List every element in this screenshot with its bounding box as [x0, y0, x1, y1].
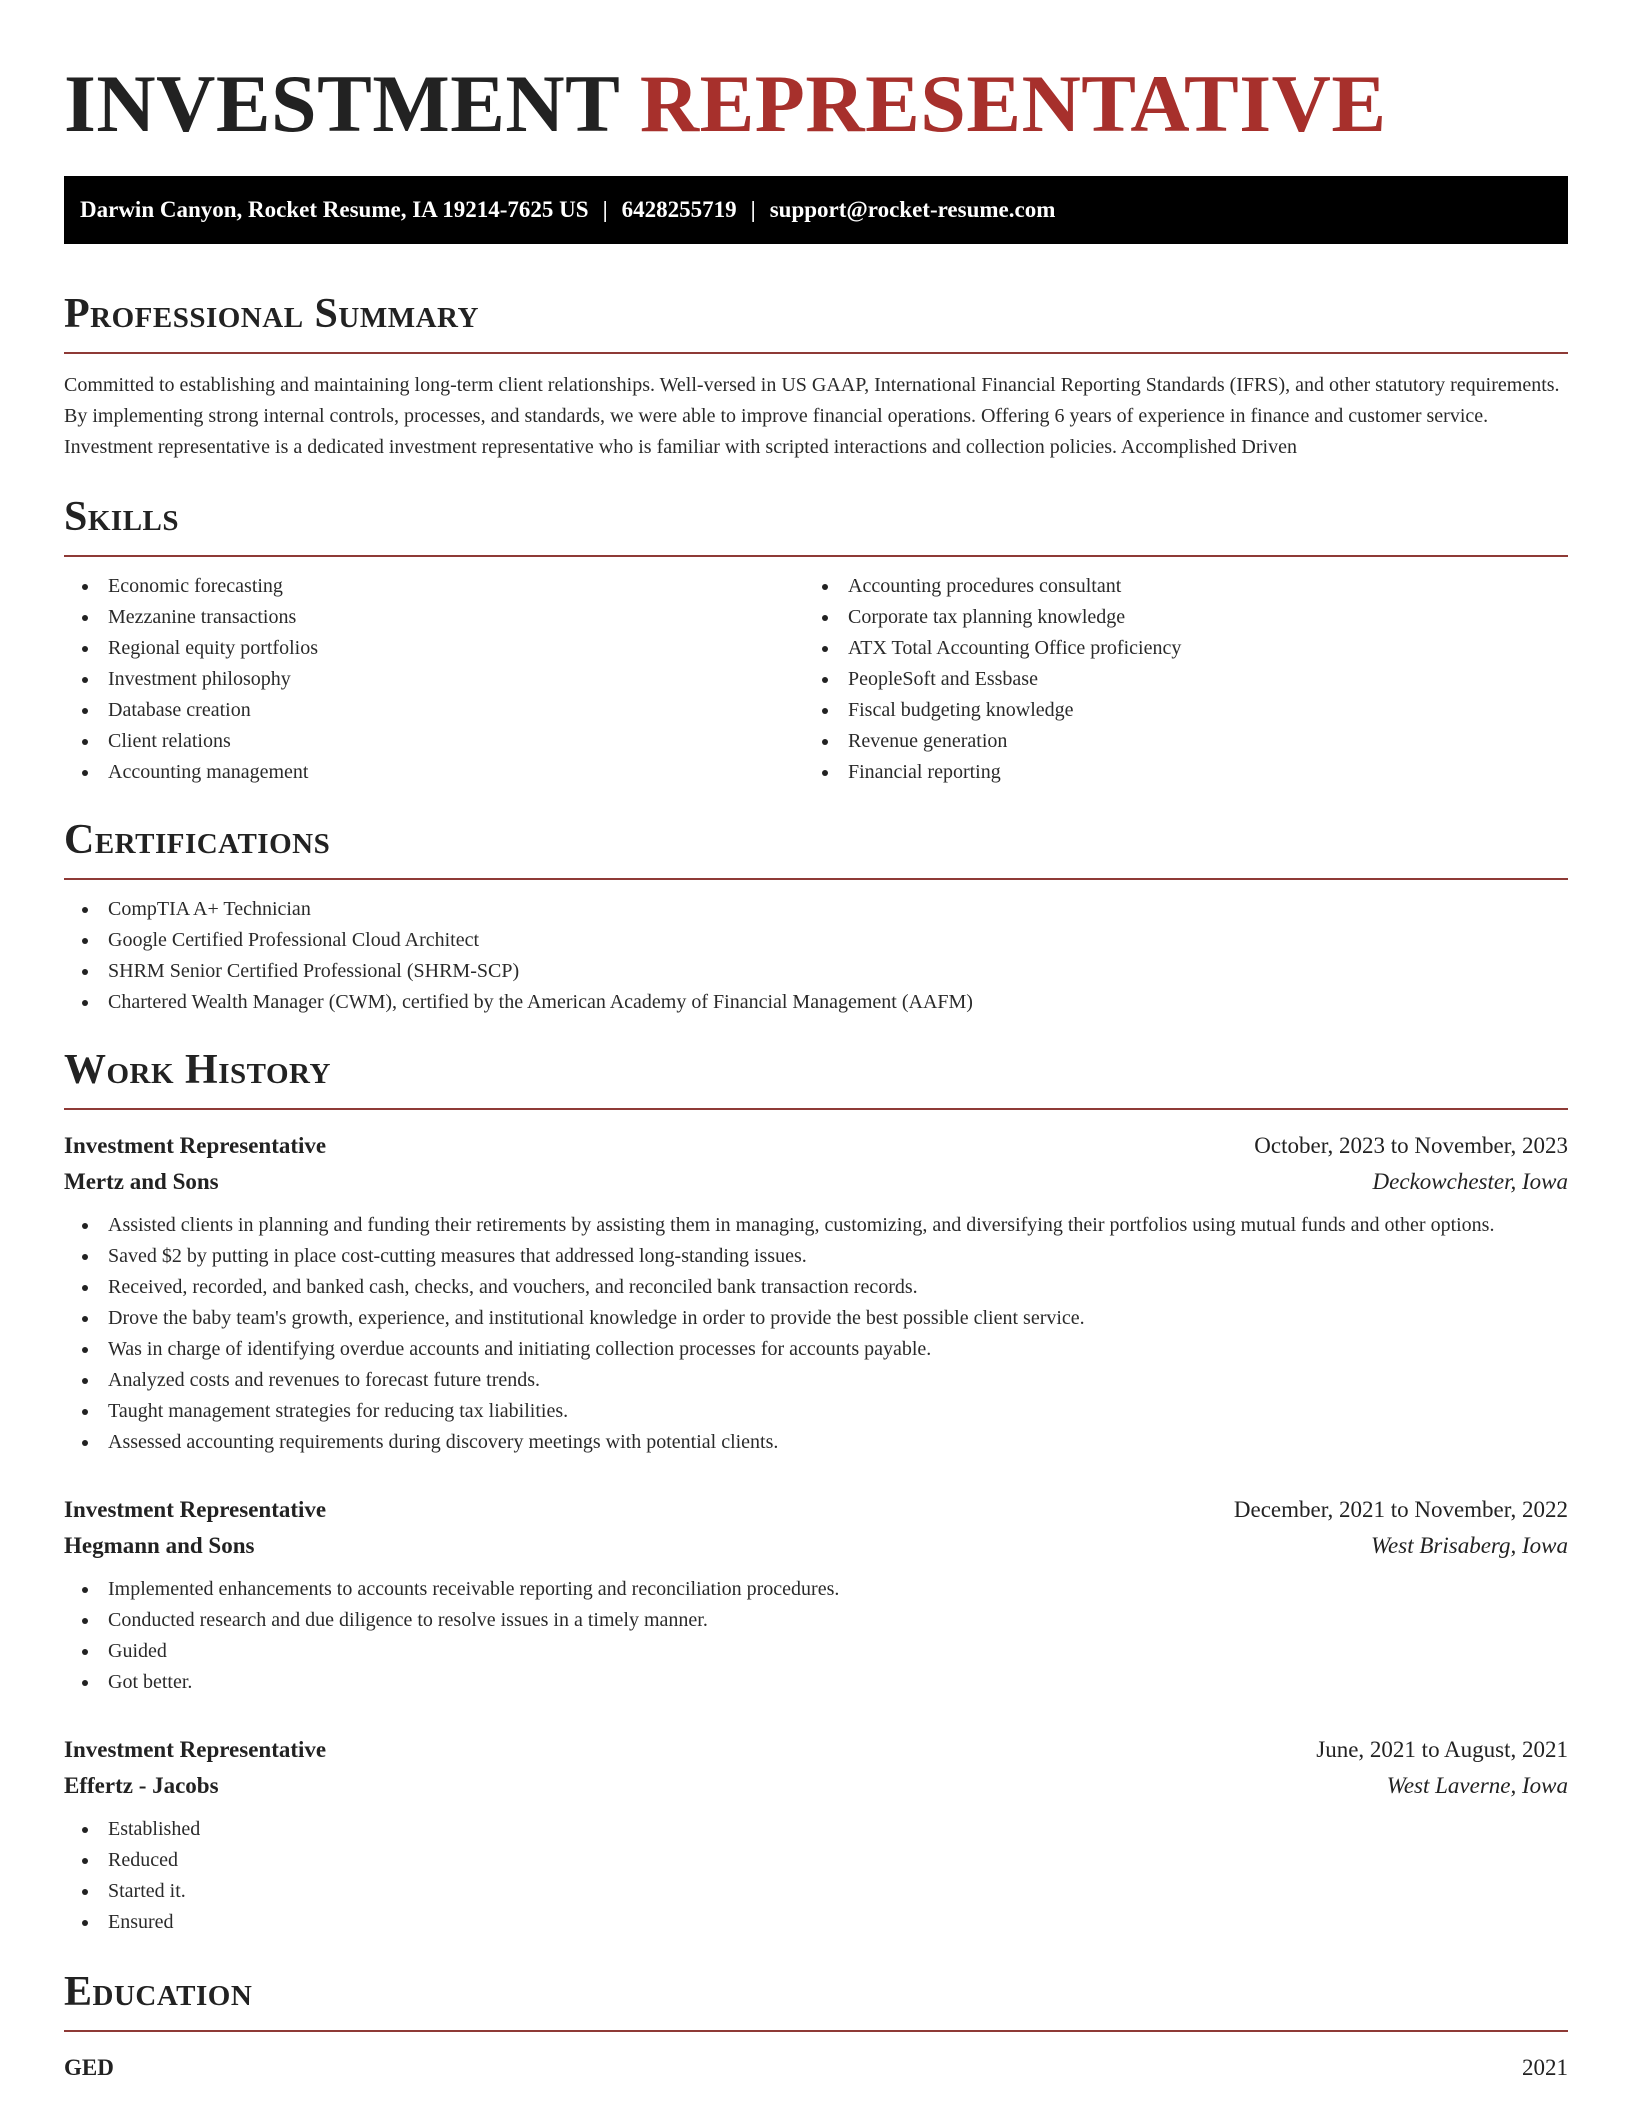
education-year: 2021 — [1522, 2055, 1568, 2080]
certification-item: Chartered Wealth Manager (CWM), certified by the American Academy of Financial Management (AAFM) — [64, 987, 1568, 1018]
summary-section — [64, 288, 1568, 463]
skill-item: Investment philosophy — [64, 664, 804, 695]
skill-item: Database creation — [64, 695, 804, 726]
job-duty: Started it. — [64, 1876, 1568, 1907]
job-duties-list — [64, 1210, 1568, 1458]
job-location: West Laverne, Iowa — [1386, 1773, 1568, 1798]
work-history-section — [64, 1044, 1568, 1938]
job-duty: Was in charge of identifying overdue accounts and initiating collection processes for accounts payable. — [64, 1334, 1568, 1365]
certification-item: Google Certified Professional Cloud Architect — [64, 925, 1568, 956]
certification-item: SHRM Senior Certified Professional (SHRM-SCP) — [64, 956, 1568, 987]
job-dates: June, 2021 to August, 2021 — [1316, 1737, 1568, 1762]
job-entry — [64, 1732, 1568, 1938]
title-job-part: INVESTMENT — [64, 58, 619, 149]
job-duties-list — [64, 1574, 1568, 1698]
job-entry — [64, 1492, 1568, 1698]
job-header-row — [64, 1732, 1568, 1768]
job-dates: October, 2023 to November, 2023 — [1254, 1133, 1568, 1158]
job-header-row — [64, 1128, 1568, 1164]
skill-item: Regional equity portfolios — [64, 633, 804, 664]
job-duty: Drove the baby team's growth, experience, and institutional knowledge in order to provide the best possible client service. — [64, 1303, 1568, 1334]
job-duties-list — [64, 1814, 1568, 1938]
job-duty: Analyzed costs and revenues to forecast future trends. — [64, 1365, 1568, 1396]
job-location: West Brisaberg, Iowa — [1371, 1533, 1568, 1558]
work-history-heading: Work History — [64, 1044, 1568, 1110]
job-dates: December, 2021 to November, 2022 — [1233, 1497, 1568, 1522]
skill-item: Fiscal budgeting knowledge — [804, 695, 1544, 726]
skill-item: Corporate tax planning knowledge — [804, 602, 1544, 633]
job-title: Investment Representative — [64, 1133, 327, 1158]
education-heading: Education — [64, 1966, 1568, 2032]
skill-item: Accounting management — [64, 757, 804, 788]
job-duty: Saved $2 by putting in place cost-cutting measures that addressed long-standing issues. — [64, 1241, 1568, 1272]
contact-separator: | — [602, 197, 608, 222]
job-duty: Guided — [64, 1636, 1568, 1667]
job-duty: Received, recorded, and banked cash, checks, and vouchers, and reconciled bank transaction records. — [64, 1272, 1568, 1303]
job-duty: Taught management strategies for reducing tax liabilities. — [64, 1396, 1568, 1427]
summary-text: Committed to establishing and maintaining long-term client relationships. Well-versed in US GAAP, International Financial Reporting Standards (IFRS), and other statutory requirements. By implementing strong internal controls, processes, and standards, we were able to improve financial operations. Offering 6 years of experience in finance and customer service. Investment representative is a dedicated investment representative who is familiar with scripted interactions and collection policies. Accomplished Driven — [64, 374, 1560, 458]
job-company-row — [64, 1164, 1568, 1200]
job-duty: Assessed accounting requirements during discovery meetings with potential clients. — [64, 1427, 1568, 1458]
contact-bar — [64, 176, 1568, 244]
skills-section — [64, 491, 1568, 788]
job-duty: Ensured — [64, 1907, 1568, 1938]
contact-address: Darwin Canyon, Rocket Resume, IA 19214-7625 US — [80, 197, 589, 222]
job-duty: Got better. — [64, 1667, 1568, 1698]
job-duty: Established — [64, 1814, 1568, 1845]
contact-phone[interactable]: 6428255719 — [621, 197, 737, 222]
skill-item: PeopleSoft and Essbase — [804, 664, 1544, 695]
job-location: Deckowchester, Iowa — [1372, 1169, 1568, 1194]
skill-item: Accounting procedures consultant — [804, 571, 1544, 602]
job-title: Investment Representative — [64, 1497, 327, 1522]
skill-item: Economic forecasting — [64, 571, 804, 602]
job-duty: Reduced — [64, 1845, 1568, 1876]
job-company: Effertz - Jacobs — [64, 1773, 219, 1798]
certification-item: CompTIA A+ Technician — [64, 894, 1568, 925]
job-duty: Implemented enhancements to accounts receivable reporting and reconciliation procedures. — [64, 1574, 1568, 1605]
education-section — [64, 1966, 1568, 2086]
job-entry — [64, 1128, 1568, 1458]
job-company: Mertz and Sons — [64, 1169, 219, 1194]
skills-columns — [64, 571, 1568, 788]
skills-right-list — [804, 571, 1544, 788]
job-header-row — [64, 1492, 1568, 1528]
skill-item: ATX Total Accounting Office proficiency — [804, 633, 1544, 664]
certifications-list — [64, 894, 1568, 1018]
job-duty: Conducted research and due diligence to resolve issues in a timely manner. — [64, 1605, 1568, 1636]
job-duty: Assisted clients in planning and funding their retirements by assisting them in managing, customizing, and diversifying their portfolios using mutual funds and other options. — [64, 1210, 1568, 1241]
skill-item: Client relations — [64, 726, 804, 757]
skill-item: Financial reporting — [804, 757, 1544, 788]
skill-item: Revenue generation — [804, 726, 1544, 757]
title-accent-part: REPRESENTATIVE — [639, 58, 1387, 149]
job-company: Hegmann and Sons — [64, 1533, 255, 1558]
certifications-section — [64, 814, 1568, 1018]
job-company-row — [64, 1528, 1568, 1564]
resume-title — [64, 0, 1568, 176]
job-company-row — [64, 1768, 1568, 1804]
certifications-heading: Certifications — [64, 814, 1568, 880]
education-degree: GED — [64, 2055, 114, 2080]
contact-email[interactable]: support@rocket-resume.com — [769, 197, 1056, 222]
job-title: Investment Representative — [64, 1737, 327, 1762]
contact-separator: | — [750, 197, 756, 222]
resume-page — [64, 0, 1568, 2086]
education-row — [64, 2050, 1568, 2086]
skills-left-list — [64, 571, 804, 788]
skills-heading: Skills — [64, 491, 1568, 557]
skill-item: Mezzanine transactions — [64, 602, 804, 633]
summary-heading: Professional Summary — [64, 288, 1568, 354]
